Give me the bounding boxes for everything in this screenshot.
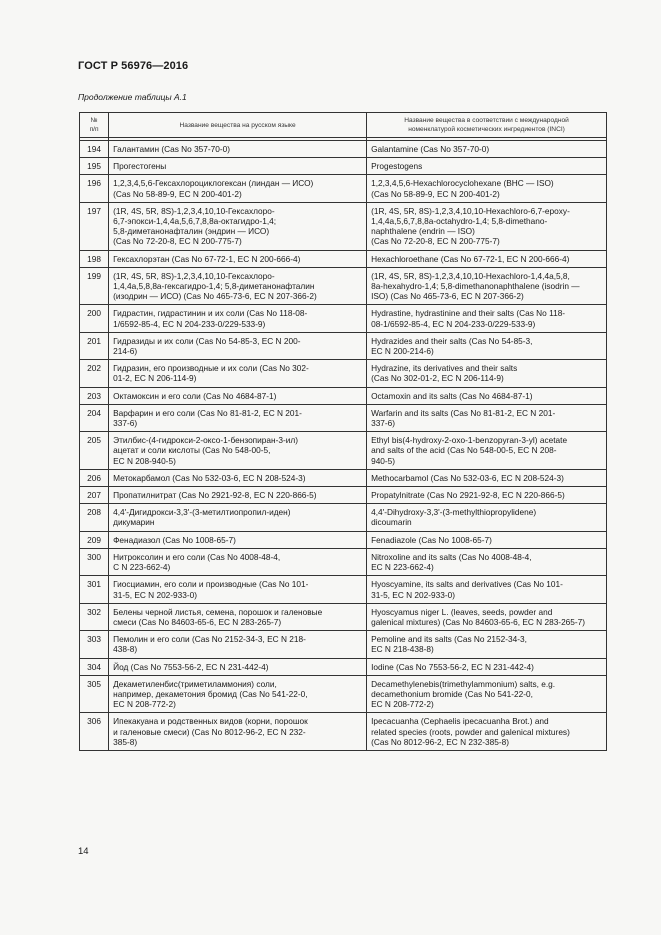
row-number-cell: 306 [80,713,109,751]
page-number: 14 [78,846,89,857]
table-row [80,603,607,630]
row-number-cell: 202 [80,360,109,387]
inci-name-cell: Hyoscyamus niger L. (leaves, seeds, powder and galenical mixtures) (Cas No 84603-65-6, EC N 283-265-7) [367,603,607,630]
row-number-cell: 196 [80,175,109,202]
table-row [80,175,607,202]
row-number-cell: 302 [80,603,109,630]
table-row [80,469,607,486]
russian-name-cell: Йод (Cas No 7553-56-2, EC N 231-442-4) [109,658,367,675]
russian-name-cell: Галантамин (Cas No 357-70-0) [109,141,367,158]
russian-name-cell: Фенадиазол (Cas No 1008-65-7) [109,531,367,548]
inci-name-cell: (1R, 4S, 5R, 8S)-1,2,3,4,10,10-Hexachloro-6,7-epoxy- 1,4,4a,5,6,7,8,8a-octahydro-1,4; 5,8-dimethano- naphthalene (endrin — ISO) (Cas No 72-20-8, EC N 200-775-7) [367,202,607,250]
russian-name-cell: Гиосциамин, его соли и производные (Cas No 101- 31-5, EC N 202-933-0) [109,576,367,603]
row-number-cell: 305 [80,675,109,713]
row-number-cell: 208 [80,504,109,531]
column-header-number: № п/п [80,113,109,138]
inci-name-cell: Ethyl bis(4-hydroxy-2-oxo-1-benzopyran-3-yl) acetate and salts of the acid (Cas No 548-00-5, EC N 208- 940-5) [367,432,607,470]
inci-name-cell: (1R, 4S, 5R, 8S)-1,2,3,4,10,10-Hexachloro-1,4,4a,5,8, 8a-hexahydro-1,4; 5,8-dimethanonaphthalene (isodrin — ISO) (Cas No 465-73-6, EC N 207-366-2) [367,267,607,305]
table-row [80,675,607,713]
row-number-cell: 207 [80,487,109,504]
russian-name-cell: Пемолин и его соли (Cas No 2152-34-3, EC N 218- 438-8) [109,631,367,658]
row-number-cell: 199 [80,267,109,305]
russian-name-cell: Гидразин, его производные и их соли (Cas No 302- 01-2, EC N 206-114-9) [109,360,367,387]
russian-name-cell: Декаметиленбис(триметиламмония) соли, например, декаметония бромид (Cas No 541-22-0, EC N 208-772-2) [109,675,367,713]
inci-name-cell: Ipecacuanha (Cephaelis ipecacuanha Brot.) and related species (roots, powder and galenical mixtures) (Cas No 8012-96-2, EC N 232-385-8) [367,713,607,751]
column-header-russian-name: Название вещества на русском языке [109,113,367,138]
inci-name-cell: Warfarin and its salts (Cas No 81-81-2, EC N 201- 337-6) [367,404,607,431]
russian-name-cell: Метокарбамол (Cas No 532-03-6, EC N 208-524-3) [109,469,367,486]
row-number-cell: 205 [80,432,109,470]
row-number-cell: 303 [80,631,109,658]
inci-name-cell: Hexachloroethane (Cas No 67-72-1, EC N 200-666-4) [367,250,607,267]
russian-name-cell: Этилбис-(4-гидрокси-2-оксо-1-бензопиран-3-ил) ацетат и соли кислоты (Cas No 548-00-5, EC N 208-940-5) [109,432,367,470]
inci-name-cell: 4,4'-Dihydroxy-3,3'-(3-methylthiopropylidene) dicoumarin [367,504,607,531]
table-row [80,404,607,431]
row-number-cell: 203 [80,387,109,404]
table-row [80,202,607,250]
inci-name-cell: Iodine (Cas No 7553-56-2, EC N 231-442-4) [367,658,607,675]
table-row [80,141,607,158]
table-caption: Продолжение таблицы А.1 [78,92,187,102]
russian-name-cell: 1,2,3,4,5,6-Гексахлороциклогексан (линдан — ИСО) (Cas No 58-89-9, EC N 200-401-2) [109,175,367,202]
row-number-cell: 204 [80,404,109,431]
inci-name-cell: Hyoscyamine, its salts and derivatives (Cas No 101- 31-5, EC N 202-933-0) [367,576,607,603]
table-row [80,658,607,675]
row-number-cell: 195 [80,158,109,175]
russian-name-cell: Прогестогены [109,158,367,175]
inci-name-cell: Hydrazine, its derivatives and their salts (Cas No 302-01-2, EC N 206-114-9) [367,360,607,387]
table-row [80,332,607,359]
standard-header: ГОСТ Р 56976—2016 [78,60,189,72]
inci-name-cell: Octamoxin and its salts (Cas No 4684-87-1) [367,387,607,404]
table-row [80,548,607,575]
inci-name-cell: Decamethylenebis(trimethylammonium) salts, e.g. decamethonium bromide (Cas No 541-22-0, EC N 208-772-2) [367,675,607,713]
inci-name-cell: Fenadiazole (Cas No 1008-65-7) [367,531,607,548]
table-row [80,158,607,175]
table-row [80,631,607,658]
russian-name-cell: Белены черной листья, семена, порошок и галеновые смеси (Cas No 84603-65-6, EC N 283-265-7) [109,603,367,630]
row-number-cell: 198 [80,250,109,267]
inci-name-cell: Pemoline and its salts (Cas No 2152-34-3, EC N 218-438-8) [367,631,607,658]
table-row [80,432,607,470]
table-header-row [80,113,607,138]
row-number-cell: 206 [80,469,109,486]
table-row [80,305,607,332]
row-number-cell: 200 [80,305,109,332]
russian-name-cell: Гидразиды и их соли (Cas No 54-85-3, EC N 200- 214-6) [109,332,367,359]
russian-name-cell: Пропатилнитрат (Cas No 2921-92-8, EC N 220-866-5) [109,487,367,504]
inci-name-cell: 1,2,3,4,5,6-Hexachlorocyclohexane (BHC — ISO) (Cas No 58-89-9, EC N 200-401-2) [367,175,607,202]
table-row [80,360,607,387]
row-number-cell: 209 [80,531,109,548]
russian-name-cell: (1R, 4S, 5R, 8S)-1,2,3,4,10,10-Гексахлоро- 1,4,4a,5,8,8a-гексагидро-1,4; 5,8-диметанонафталин (изодрин — ИСО) (Cas No 465-73-6, EC N 207-366-2) [109,267,367,305]
inci-name-cell: Progestogens [367,158,607,175]
inci-name-cell: Galantamine (Cas No 357-70-0) [367,141,607,158]
inci-name-cell: Hydrastine, hydrastinine and their salts (Cas No 118- 08-1/6592-85-4, EC N 204-233-0/229-533-9) [367,305,607,332]
row-number-cell: 197 [80,202,109,250]
inci-name-cell: Hydrazides and their salts (Cas No 54-85-3, EC N 200-214-6) [367,332,607,359]
russian-name-cell: Гексахлорэтан (Cas No 67-72-1, EC N 200-666-4) [109,250,367,267]
table-row [80,250,607,267]
russian-name-cell: Гидрастин, гидрастинин и их соли (Cas No 118-08- 1/6592-85-4, EC N 204-233-0/229-533-9) [109,305,367,332]
table-body [80,138,607,751]
row-number-cell: 300 [80,548,109,575]
table-row [80,387,607,404]
substance-table [79,112,607,751]
table-row [80,504,607,531]
russian-name-cell: Нитроксолин и его соли (Cas No 4008-48-4, C N 223-662-4) [109,548,367,575]
russian-name-cell: Октамоксин и его соли (Cas No 4684-87-1) [109,387,367,404]
table-row [80,713,607,751]
row-number-cell: 301 [80,576,109,603]
table-row [80,267,607,305]
inci-name-cell: Propatylnitrate (Cas No 2921-92-8, EC N 220-866-5) [367,487,607,504]
russian-name-cell: 4,4'-Дигидрокси-3,3'-(3-метилтиопропил-иден) дикумарин [109,504,367,531]
russian-name-cell: Варфарин и его соли (Cas No 81-81-2, EC N 201- 337-6) [109,404,367,431]
table-row [80,487,607,504]
inci-name-cell: Methocarbamol (Cas No 532-03-6, EC N 208-524-3) [367,469,607,486]
table-row [80,531,607,548]
table-row [80,576,607,603]
russian-name-cell: Ипекакуана и родственных видов (корни, порошок и галеновые смеси) (Cas No 8012-96-2, EC N 232- 385-8) [109,713,367,751]
row-number-cell: 304 [80,658,109,675]
row-number-cell: 201 [80,332,109,359]
inci-name-cell: Nitroxoline and its salts (Cas No 4008-48-4, EC N 223-662-4) [367,548,607,575]
row-number-cell: 194 [80,141,109,158]
russian-name-cell: (1R, 4S, 5R, 8S)-1,2,3,4,10,10-Гексахлоро- 6,7-эпокси-1,4,4a,5,6,7,8,8a-октагидро-1,4; 5,8-диметанонафталин (эндрин — ИСО) (Cas No 72-20-8, EC N 200-775-7) [109,202,367,250]
column-header-inci-name: Название вещества в соответствии с международной номенклатурой косметических ингредиентов (INCI) [367,113,607,138]
